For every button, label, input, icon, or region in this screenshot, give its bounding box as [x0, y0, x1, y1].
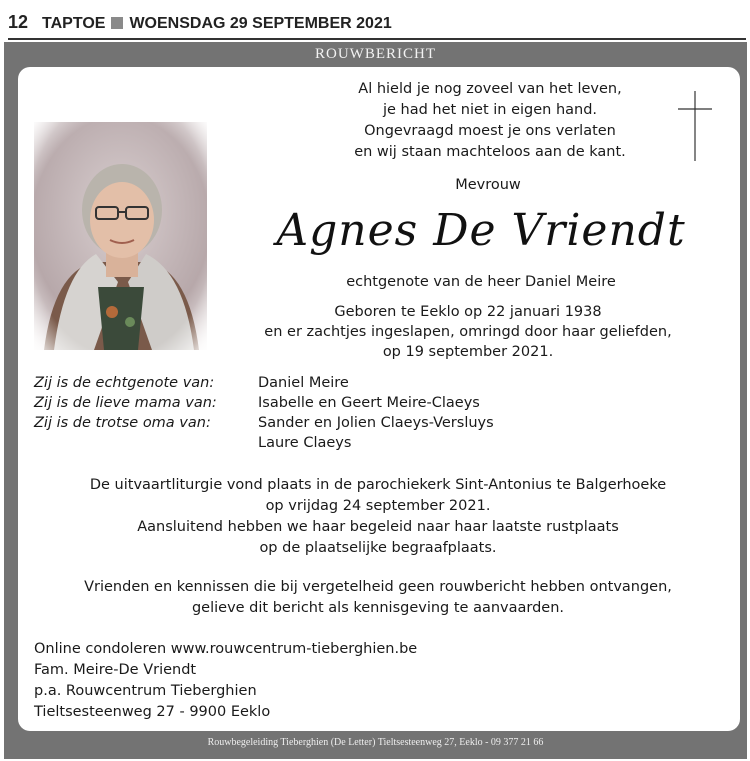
spouse-line: echtgenote van de heer Daniel Meire [346, 274, 616, 290]
death-line: en er zachtjes ingeslapen, omringd door haar geliefden, [264, 324, 672, 340]
contact-details [34, 639, 534, 723]
death-date-line: op 19 september 2021. [382, 344, 554, 360]
birth-death-info [258, 302, 678, 362]
friends-line: gelieve dit bericht als kennisgeving te aanvaarden. [191, 600, 565, 616]
obituary-banner: ROUWBERICHT [315, 46, 436, 62]
poem-line: Al hield je nog zoveel van het leven, [358, 81, 622, 97]
issue-date: WOENSDAG 29 SEPTEMBER 2021 [129, 15, 392, 32]
deceased-name: Agnes De Vriendt [276, 205, 686, 256]
newspaper-header [8, 12, 744, 38]
relation-label: Zij is de lieve mama van: [34, 395, 217, 411]
header-rule [8, 38, 746, 40]
relation-label: Zij is de trotse oma van: [34, 415, 211, 431]
poem-line: Ongevraagd moest je ons verlaten [364, 123, 616, 139]
memorial-poem [310, 79, 670, 163]
funeral-details [48, 475, 708, 559]
relation-label: Zij is de echtgenote van: [34, 375, 215, 391]
obituary-frame [4, 42, 747, 759]
family-name: Fam. Meire-De Vriendt [34, 662, 197, 678]
portrait-photo [34, 122, 207, 350]
relations-names [258, 373, 638, 453]
relation-name: Isabelle en Geert Meire-Claeys [258, 395, 480, 411]
funeral-line: Aansluitend hebben we haar begeleid naar haar laatste rustplaats [137, 519, 619, 535]
relation-name: Sander en Jolien Claeys-Versluys [258, 415, 494, 431]
cross-icon [678, 91, 712, 161]
honorific: Mevrouw [455, 177, 521, 193]
funeral-line: De uitvaartliturgie vond plaats in de parochiekerk Sint-Antonius te Balgerhoeke [89, 477, 667, 493]
separator-square [111, 17, 123, 29]
relations-labels [34, 373, 254, 433]
page-number: 12 [8, 12, 29, 32]
funeral-line: op de plaatselijke begraafplaats. [259, 540, 497, 556]
funeral-home-footer: Rouwbegeleiding Tieberghien (De Letter) Tieltsesteenweg 27, Eeklo - 09 377 21 66 [207, 737, 544, 748]
condolence-link[interactable]: Online condoleren www.rouwcentrum-tieberghien.be [34, 641, 418, 657]
relation-name: Daniel Meire [258, 375, 349, 391]
obituary-card [18, 67, 740, 731]
publication-name: TAPTOE [42, 15, 106, 32]
relation-name: Laure Claeys [258, 435, 352, 451]
friends-note [48, 577, 708, 619]
address: Tieltsesteenweg 27 - 9900 Eeklo [34, 704, 271, 720]
funeral-home: p.a. Rouwcentrum Tieberghien [34, 683, 257, 699]
poem-line: je had het niet in eigen hand. [382, 102, 598, 118]
poem-line: en wij staan machteloos aan de kant. [354, 144, 626, 160]
funeral-line: op vrijdag 24 september 2021. [265, 498, 491, 514]
birth-line: Geboren te Eeklo op 22 januari 1938 [334, 304, 602, 320]
friends-line: Vrienden en kennissen die bij vergetelheid geen rouwbericht hebben ontvangen, [84, 579, 672, 595]
